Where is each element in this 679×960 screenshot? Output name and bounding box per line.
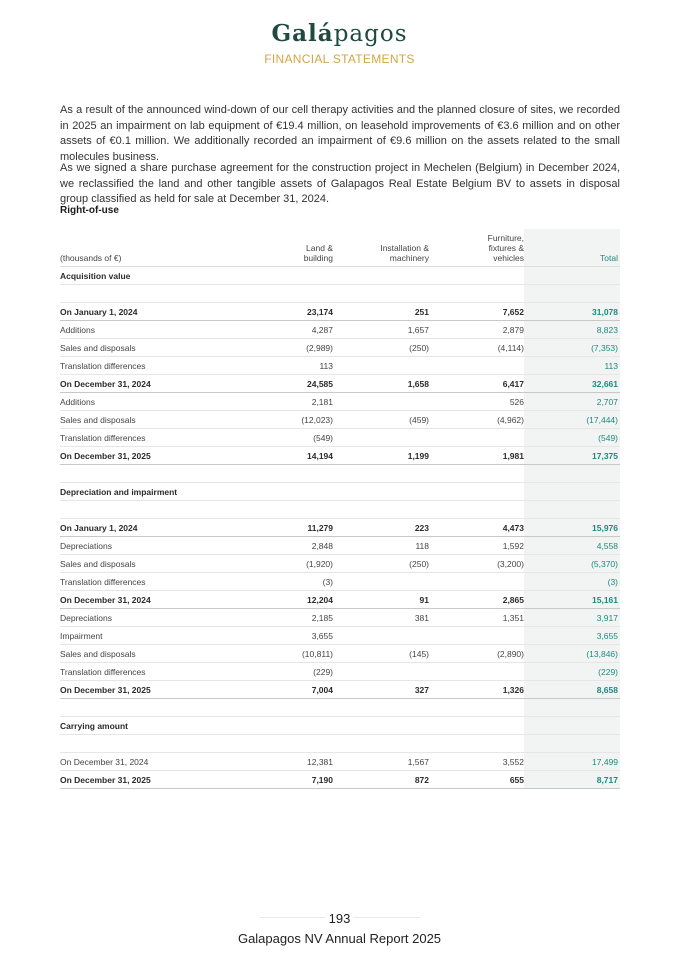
table-row <box>60 663 620 681</box>
land-building-value <box>252 501 333 519</box>
land-building-value: (3) <box>252 573 333 591</box>
total-value <box>524 465 620 483</box>
row-label: Sales and disposals <box>60 411 252 429</box>
company-logo <box>0 20 679 48</box>
row-label: On December 31, 2024 <box>60 591 252 609</box>
total-value: 32,661 <box>524 375 620 393</box>
header-line: Installation & <box>380 243 429 253</box>
installation-machinery-value: 223 <box>333 519 429 537</box>
row-label: Depreciation and impairment <box>60 483 252 501</box>
row-label: Translation differences <box>60 573 252 591</box>
total-value <box>524 501 620 519</box>
total-header: Total <box>524 229 620 267</box>
table-row <box>60 537 620 555</box>
installation-machinery-value: 91 <box>333 591 429 609</box>
land-building-value: 12,204 <box>252 591 333 609</box>
total-value <box>524 717 620 735</box>
furniture-vehicles-value: (3,200) <box>429 555 524 573</box>
land-building-value: 113 <box>252 357 333 375</box>
land-building-value <box>252 717 333 735</box>
table-title: Right-of-use <box>60 205 119 216</box>
page-footer <box>0 909 679 946</box>
table-row <box>60 627 620 645</box>
table-row <box>60 753 620 771</box>
table-row <box>60 645 620 663</box>
land-building-value <box>252 465 333 483</box>
page-header <box>0 20 679 66</box>
land-building-value: 14,194 <box>252 447 333 465</box>
row-label: Sales and disposals <box>60 645 252 663</box>
furniture-vehicles-value <box>429 483 524 501</box>
installation-machinery-value: 118 <box>333 537 429 555</box>
table-row <box>60 357 620 375</box>
total-value: (13,846) <box>524 645 620 663</box>
installation-machinery-value <box>333 699 429 717</box>
row-label <box>60 501 252 519</box>
installation-machinery-value: 251 <box>333 303 429 321</box>
section-title: FINANCIAL STATEMENTS <box>264 52 415 66</box>
furniture-vehicles-value: 2,865 <box>429 591 524 609</box>
installation-machinery-value <box>333 393 429 411</box>
total-value: 31,078 <box>524 303 620 321</box>
furniture-vehicles-value <box>429 501 524 519</box>
furniture-vehicles-value <box>429 717 524 735</box>
reclassification-paragraph: As we signed a share purchase agreement for the construction project in Mechelen (Belgium) in December 2024, we reclassified the land and other tangible assets of Galapagos Real Estate Belgium BV to assets in disposal group classified as held for sale at December 31, 2024. <box>60 162 620 205</box>
total-value: 8,823 <box>524 321 620 339</box>
header-line: Land & <box>306 243 333 253</box>
table-row <box>60 303 620 321</box>
row-label: On December 31, 2024 <box>60 753 252 771</box>
row-label: On December 31, 2025 <box>60 681 252 699</box>
header-line: fixtures & <box>488 243 524 253</box>
row-label: On December 31, 2025 <box>60 447 252 465</box>
land-building-value: 11,279 <box>252 519 333 537</box>
unit-header: (thousands of €) <box>60 229 252 267</box>
header-line: building <box>303 253 333 263</box>
land-building-value: 12,381 <box>252 753 333 771</box>
furniture-vehicles-value <box>429 267 524 285</box>
header-line: Furniture, <box>487 233 524 243</box>
installation-machinery-value <box>333 465 429 483</box>
table-header-row <box>60 229 620 267</box>
total-value: 3,655 <box>524 627 620 645</box>
row-label: Depreciations <box>60 609 252 627</box>
report-title: Galapagos NV Annual Report 2025 <box>237 931 442 946</box>
table-row <box>60 609 620 627</box>
total-value: 8,658 <box>524 681 620 699</box>
table-row <box>60 573 620 591</box>
installation-machinery-value: (459) <box>333 411 429 429</box>
row-label <box>60 465 252 483</box>
furniture-vehicles-value <box>429 573 524 591</box>
row-label: Impairment <box>60 627 252 645</box>
impairment-paragraph: As a result of the announced wind-down of our cell therapy activities and the planned closure of sites, we recorded in 2025 an impairment on lab equipment of €19.4 million, on leasehold improvements of €3.6 million and on other assets of €0.1 million. We additionally recorded an impairment of €9.6 million on the assets related to the small molecules business. <box>60 104 620 163</box>
installation-machinery-value <box>333 663 429 681</box>
row-label <box>60 735 252 753</box>
row-label: Depreciations <box>60 537 252 555</box>
total-value: (17,444) <box>524 411 620 429</box>
table-row <box>60 681 620 699</box>
installation-machinery-value <box>333 501 429 519</box>
land-building-value: (229) <box>252 663 333 681</box>
installation-machinery-value <box>333 627 429 645</box>
installation-machinery-value <box>333 267 429 285</box>
land-building-value: 2,181 <box>252 393 333 411</box>
land-building-value: 4,287 <box>252 321 333 339</box>
land-building-value: (2,989) <box>252 339 333 357</box>
land-building-value: (10,811) <box>252 645 333 663</box>
section-row <box>60 483 620 501</box>
furniture-vehicles-value: 655 <box>429 771 524 789</box>
table-row <box>60 411 620 429</box>
installation-machinery-value <box>333 429 429 447</box>
furniture-vehicles-value <box>429 699 524 717</box>
land-building-value <box>252 267 333 285</box>
header-line: vehicles <box>493 253 524 263</box>
row-label <box>60 699 252 717</box>
installation-machinery-value: (250) <box>333 339 429 357</box>
furniture-vehicles-value <box>429 357 524 375</box>
total-value: 3,917 <box>524 609 620 627</box>
installation-machinery-value: 1,567 <box>333 753 429 771</box>
installation-machinery-value <box>333 285 429 303</box>
total-value <box>524 699 620 717</box>
total-value: 15,161 <box>524 591 620 609</box>
table-row <box>60 393 620 411</box>
furniture-vehicles-value: 1,592 <box>429 537 524 555</box>
land-building-value <box>252 699 333 717</box>
table-row <box>60 771 620 789</box>
furniture-vehicles-value <box>429 429 524 447</box>
table-row <box>60 375 620 393</box>
furniture-vehicles-value: 7,652 <box>429 303 524 321</box>
land-building-value <box>252 285 333 303</box>
installation-machinery-header <box>333 229 429 267</box>
total-value: 2,707 <box>524 393 620 411</box>
row-label: Carrying amount <box>60 717 252 735</box>
furniture-vehicles-header <box>429 229 524 267</box>
installation-machinery-value <box>333 483 429 501</box>
total-value <box>524 267 620 285</box>
furniture-vehicles-value <box>429 663 524 681</box>
table-row <box>60 429 620 447</box>
installation-machinery-value: 1,199 <box>333 447 429 465</box>
table-row <box>60 519 620 537</box>
total-value: 113 <box>524 357 620 375</box>
land-building-value: (549) <box>252 429 333 447</box>
spacer-row <box>60 285 620 303</box>
total-value: (7,353) <box>524 339 620 357</box>
installation-machinery-value <box>333 717 429 735</box>
land-building-value: 24,585 <box>252 375 333 393</box>
total-value <box>524 735 620 753</box>
table-row <box>60 591 620 609</box>
installation-machinery-value: 1,658 <box>333 375 429 393</box>
total-value: (5,370) <box>524 555 620 573</box>
land-building-value: 2,185 <box>252 609 333 627</box>
section-row <box>60 717 620 735</box>
right-of-use-table <box>60 229 620 789</box>
table-row <box>60 447 620 465</box>
total-value <box>524 285 620 303</box>
land-building-value: (1,920) <box>252 555 333 573</box>
table-row <box>60 555 620 573</box>
page-number: 193 <box>325 911 355 926</box>
row-label: Translation differences <box>60 429 252 447</box>
section-row <box>60 267 620 285</box>
furniture-vehicles-value: 1,351 <box>429 609 524 627</box>
table-row <box>60 321 620 339</box>
logo-bold-part: Galá <box>271 20 334 47</box>
furniture-vehicles-value: 2,879 <box>429 321 524 339</box>
spacer-row <box>60 501 620 519</box>
table-row <box>60 339 620 357</box>
header-line: machinery <box>389 253 429 263</box>
total-value: 8,717 <box>524 771 620 789</box>
row-label: Translation differences <box>60 663 252 681</box>
furniture-vehicles-value: 3,552 <box>429 753 524 771</box>
land-building-value: 7,190 <box>252 771 333 789</box>
total-value: (229) <box>524 663 620 681</box>
spacer-row <box>60 699 620 717</box>
installation-machinery-value: (250) <box>333 555 429 573</box>
total-value: (3) <box>524 573 620 591</box>
total-value: (549) <box>524 429 620 447</box>
logo-light-part: pagos <box>333 21 408 47</box>
furniture-vehicles-value <box>429 627 524 645</box>
furniture-vehicles-value: (4,962) <box>429 411 524 429</box>
furniture-vehicles-value: (2,890) <box>429 645 524 663</box>
row-label <box>60 285 252 303</box>
installation-machinery-value: 381 <box>333 609 429 627</box>
row-label: Additions <box>60 321 252 339</box>
land-building-value: 7,004 <box>252 681 333 699</box>
row-label: Translation differences <box>60 357 252 375</box>
row-label: On January 1, 2024 <box>60 303 252 321</box>
furniture-vehicles-value: (4,114) <box>429 339 524 357</box>
row-label: Additions <box>60 393 252 411</box>
land-building-header <box>252 229 333 267</box>
installation-machinery-value: (145) <box>333 645 429 663</box>
furniture-vehicles-value: 6,417 <box>429 375 524 393</box>
furniture-vehicles-value <box>429 735 524 753</box>
row-label: On December 31, 2024 <box>60 375 252 393</box>
installation-machinery-value: 1,657 <box>333 321 429 339</box>
furniture-vehicles-value: 526 <box>429 393 524 411</box>
total-value: 4,558 <box>524 537 620 555</box>
total-value <box>524 483 620 501</box>
furniture-vehicles-value: 1,981 <box>429 447 524 465</box>
total-value: 17,375 <box>524 447 620 465</box>
spacer-row <box>60 735 620 753</box>
furniture-vehicles-value <box>429 465 524 483</box>
installation-machinery-value: 872 <box>333 771 429 789</box>
installation-machinery-value <box>333 573 429 591</box>
row-label: On January 1, 2024 <box>60 519 252 537</box>
land-building-value <box>252 735 333 753</box>
furniture-vehicles-value: 1,326 <box>429 681 524 699</box>
row-label: On December 31, 2025 <box>60 771 252 789</box>
land-building-value: 3,655 <box>252 627 333 645</box>
land-building-value: 23,174 <box>252 303 333 321</box>
row-label: Sales and disposals <box>60 555 252 573</box>
installation-machinery-value <box>333 357 429 375</box>
land-building-value <box>252 483 333 501</box>
total-value: 15,976 <box>524 519 620 537</box>
land-building-value: 2,848 <box>252 537 333 555</box>
installation-machinery-value: 327 <box>333 681 429 699</box>
table-body <box>60 267 620 789</box>
spacer-row <box>60 465 620 483</box>
total-value: 17,499 <box>524 753 620 771</box>
installation-machinery-value <box>333 735 429 753</box>
row-label: Sales and disposals <box>60 339 252 357</box>
row-label: Acquisition value <box>60 267 252 285</box>
land-building-value: (12,023) <box>252 411 333 429</box>
furniture-vehicles-value: 4,473 <box>429 519 524 537</box>
furniture-vehicles-value <box>429 285 524 303</box>
